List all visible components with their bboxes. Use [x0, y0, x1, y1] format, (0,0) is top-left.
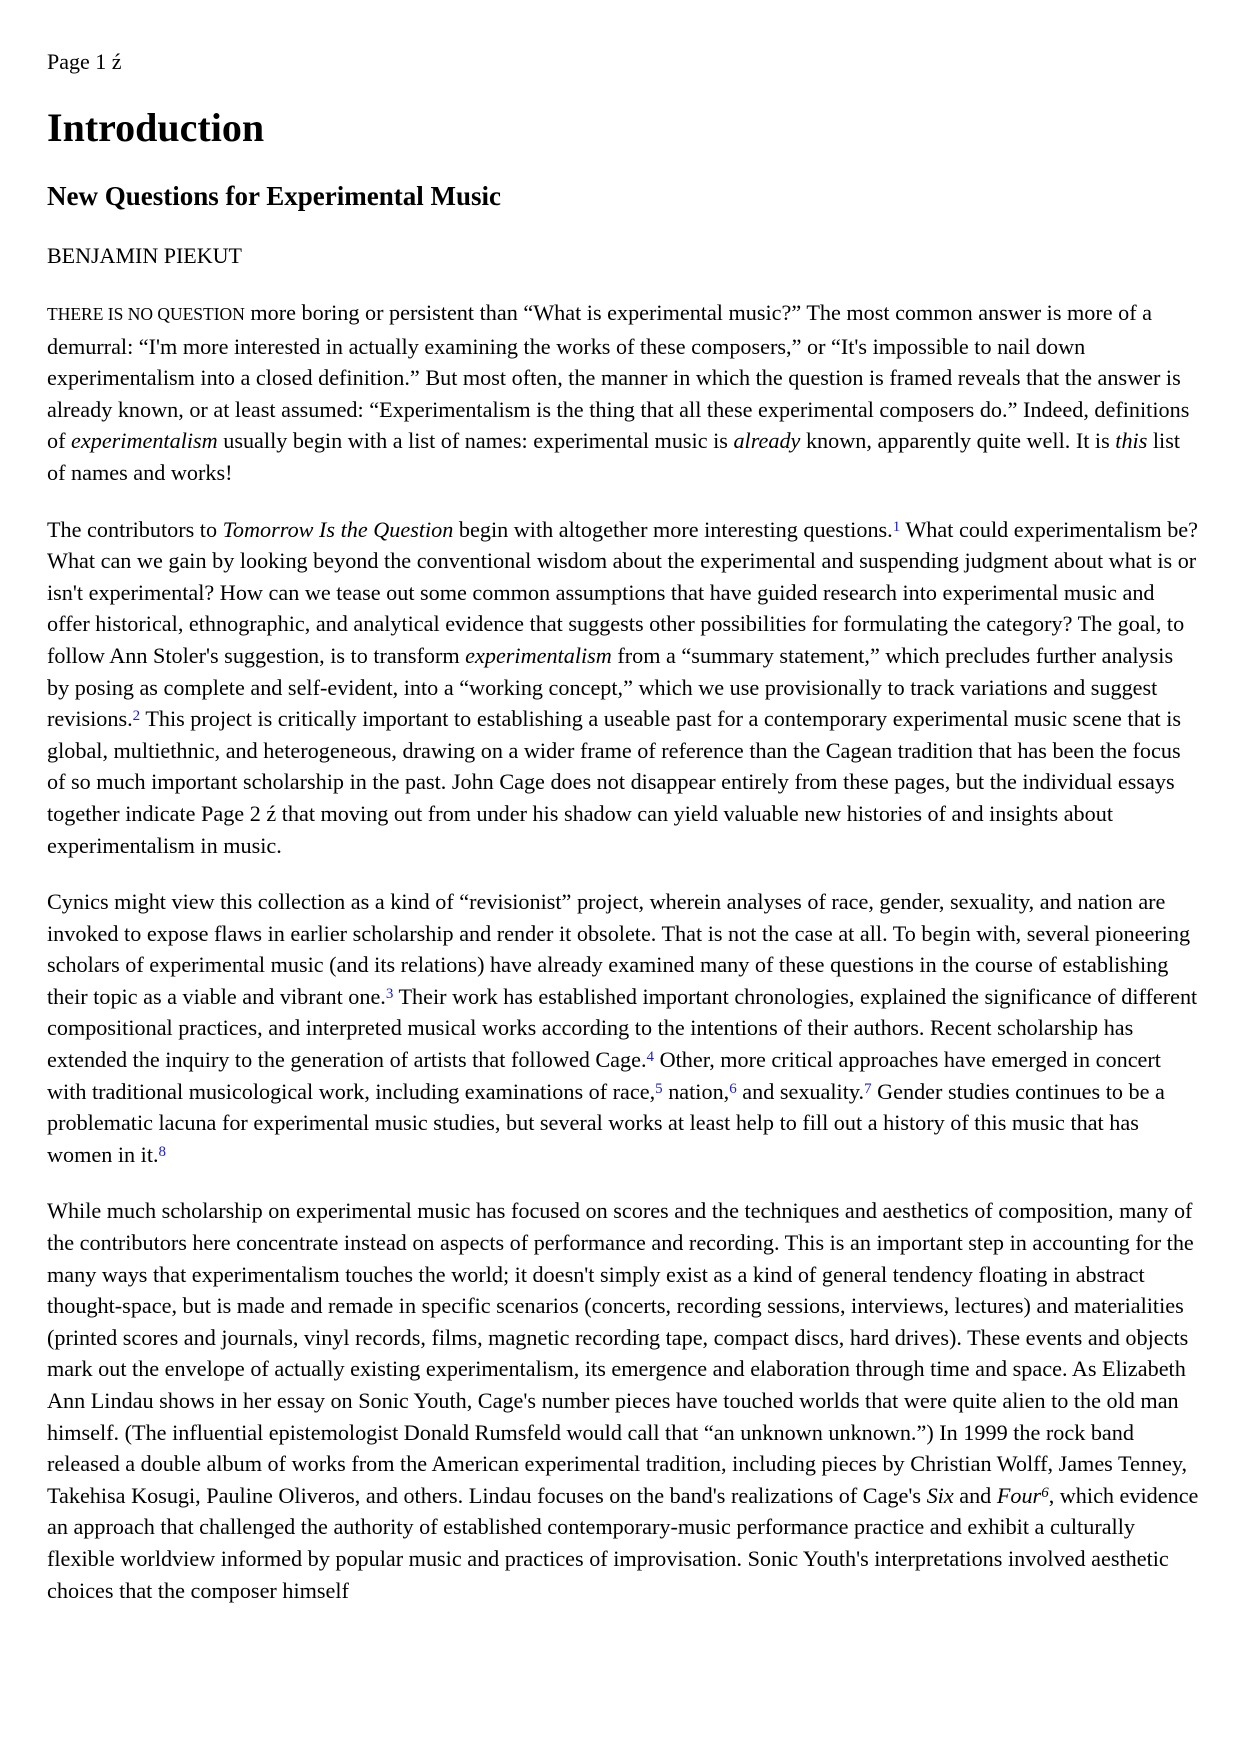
text-run: nation, [662, 1078, 730, 1104]
italic-text: experimentalism [465, 642, 612, 668]
footnote-ref[interactable] [729, 1081, 737, 1097]
footnote-ref[interactable] [159, 1144, 167, 1160]
text-run: Gender studies continues to be a problematic lacuna for experimental music studies, but several works at least help to fill out a history of this music that has women in it. [47, 1078, 1165, 1167]
footnote-link[interactable]: 6 [729, 1080, 737, 1097]
paragraph [47, 514, 1199, 862]
italic-text: Four [996, 1482, 1042, 1508]
text-run: from a “summary statement,” which precludes further analysis by posing as complete and self-evident, into a “working concept,” which we use provisionally to track variations and suggest revisions. [47, 642, 1174, 732]
text-run: and [953, 1482, 997, 1508]
text-run: Their work has established important chronologies, explained the significance of different compositional practices, and interpreted musical works according to the intentions of their authors. Recent scholarship has extended the inquiry to the generation of artists that followed Cage. [47, 983, 1198, 1073]
italic-text: experimentalism [71, 428, 218, 454]
text-run: more boring or persistent than “What is experimental music?” The most common answer is more of a demurral: “I'm more interested in actually examining the works of these composers,” or “It's impossible to nail down experimentalism into a closed definition.” But most often, the manner in which the question is framed reveals that the answer is already known, or at least assumed: “Experimentalism is the thing that all these experimental composers do.” Indeed, definitions of [47, 300, 1190, 454]
chapter-subtitle: New Questions for Experimental Music [47, 181, 501, 211]
italic-text: Tomorrow Is the Question [222, 516, 454, 542]
italic-text: this [1115, 428, 1148, 454]
page-marker-inline: Page 2 ź [201, 800, 282, 826]
footnote-link[interactable]: 5 [655, 1080, 663, 1097]
italic-text: already [733, 428, 801, 454]
paragraph [47, 1195, 1199, 1606]
footnote-link[interactable]: 2 [132, 708, 141, 725]
text-run: that moving out from under his shadow can yield valuable new histories of and insights about experimentalism in music. [47, 800, 1113, 858]
footnote-ref[interactable] [864, 1081, 872, 1097]
author-name: BENJAMIN PIEKUT [47, 243, 242, 268]
text-run: Cynics might view this collection as a kind of “revisionist” project, wherein analyses of race, gender, sexuality, and nation are invoked to expose flaws in earlier scholarship and render it obsolete. That is not the case at all. To begin with, several pioneering scholars of experimental music (and its relations) have already examined many of these questions in the course of establishing their topic as a viable and vibrant one. [47, 889, 1191, 1009]
text-run: known, apparently quite well. It is [800, 428, 1116, 454]
paragraph [47, 886, 1199, 1170]
text-run: The contributors to [47, 516, 223, 542]
paragraph [47, 297, 1199, 489]
footnote-link[interactable]: 4 [646, 1049, 655, 1066]
text-run: Other, more critical approaches have emerged in concert with traditional musicological work, including examinations of race, [47, 1047, 1161, 1104]
text-run: begin with altogether more interesting questions. [453, 516, 893, 542]
text-run: , which evidence an approach that challenged the authority of established contemporary-music performance practice and exhibit a culturally flexible worldview informed by popular music and practices of improvisation. Sonic Youth's interpretations involved aesthetic choices that the composer himself [47, 1482, 1199, 1603]
footnote-ref[interactable] [655, 1081, 663, 1097]
footnote-link[interactable]: 7 [864, 1080, 872, 1097]
footnote-link[interactable]: 3 [385, 985, 394, 1002]
text-run: While much scholarship on experimental music has focused on scores and the techniques and aesthetics of composition, many of the contributors here concentrate instead on aspects of performance and recording. This is an important step in accounting for the many ways that experimentalism touches the world; it doesn't simply exist as a kind of general tendency floating in abstract thought-space, but is made and remade in specific scenarios (concerts, recording sessions, interviews, lectures) and materialities (printed scores and journals, vinyl records, films, magnetic recording tape, compact discs, hard drives). These events and objects mark out the envelope of actually existing experimentalism, its emergence and elaboration through time and space. As Elizabeth Ann Lindau shows in her essay on Sonic Youth, Cage's number pieces have touched worlds that were quite alien to the old man himself. (The influential epistemologist Donald Rumsfeld would call that “an unknown unknown.”) In 1999 the rock band released a double album of works from the American experimental tradition, including pieces by Christian Wolff, James Tenney, Takehisa Kosugi, Pauline Oliveros, and others. Lindau focuses on the band's realizations of Cage's [47, 1198, 1194, 1508]
text-run: This project is critically important to establishing a useable past for a contemporary experimental music scene that is global, multiethnic, and heterogeneous, drawing on a wider frame of reference than the Cagean tradition that has been the focus of so much important scholarship in the past. John Cage does not disappear entirely from these pages, but the individual essays together indicate [47, 706, 1182, 826]
italic-text: Six [926, 1482, 954, 1508]
text-run: usually begin with a list of names: experimental music is [217, 428, 734, 454]
footnote-ref[interactable] [647, 1049, 655, 1065]
body-text [47, 297, 1199, 1631]
small-caps-text: THERE IS NO QUESTION [47, 304, 245, 324]
footnote-link[interactable]: 1 [892, 518, 901, 535]
text-run: and sexuality. [736, 1078, 865, 1104]
superscript-text: 6 [1041, 1484, 1049, 1501]
footnote-link[interactable]: 8 [158, 1143, 167, 1160]
page-marker: Page 1 ź [47, 49, 122, 74]
text-run: What could experimentalism be? What can we gain by looking beyond the conventional wisdom about the experimental and suspending judgment about what is or isn't experimental? How can we tease out some common assumptions that have guided research into experimental music and offer historical, ethnographic, and analytical evidence that suggests other possibilities for formulating the category? The goal, to follow Ann Stoler's suggestion, is to transform [47, 516, 1199, 668]
text-run: list of names and works! [47, 428, 1181, 485]
chapter-title: Introduction [47, 105, 265, 150]
